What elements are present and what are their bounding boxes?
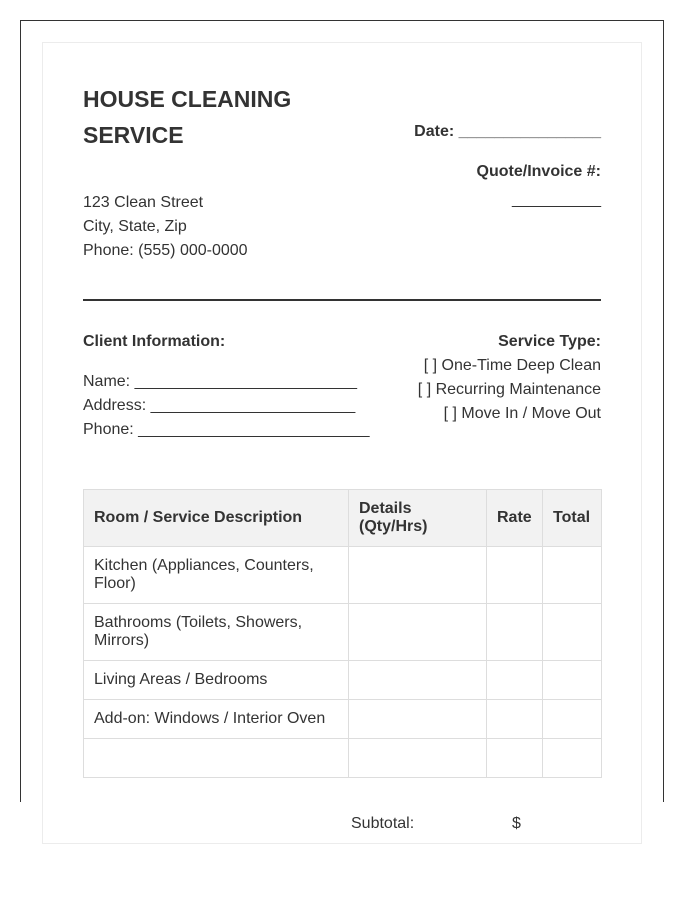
table-row [84,739,602,778]
company-city: City, State, Zip [83,218,187,235]
row-details [349,700,487,739]
table-row [84,700,602,739]
service-option-deep-clean: [ ] One-Time Deep Clean [423,357,601,374]
table-row [84,604,602,661]
invoice-page [42,42,642,844]
subtotal-value: $ [512,815,521,832]
date-field: Date: ________________ [414,123,601,140]
company-street: 123 Clean Street [83,194,204,211]
table-header-row [84,490,602,547]
table-row [84,547,602,604]
client-info-heading: Client Information: [83,333,226,350]
client-phone-field: Phone: __________________________ [83,421,370,438]
company-phone: Phone: (555) 000-0000 [83,242,248,259]
document-frame [20,20,664,832]
table-row [84,661,602,700]
client-address-field: Address: _______________________ [83,397,356,414]
row-rate [487,661,543,700]
quote-invoice-label: Quote/Invoice #: [476,163,601,180]
row-description: Kitchen (Appliances, Counters, Floor) [84,547,349,604]
header-details: Details (Qty/Hrs) [349,490,487,547]
row-description: Bathrooms (Toilets, Showers, Mirrors) [84,604,349,661]
row-details [349,547,487,604]
service-option-recurring: [ ] Recurring Maintenance [417,381,601,398]
row-total [543,700,602,739]
row-total [543,604,602,661]
quote-invoice-field: __________ [512,191,601,208]
service-option-move: [ ] Move In / Move Out [443,405,601,422]
row-description [84,739,349,778]
header-rate: Rate [487,490,543,547]
row-description: Add-on: Windows / Interior Oven [84,700,349,739]
subtotal-label: Subtotal: [351,815,415,832]
row-details [349,661,487,700]
row-details [349,604,487,661]
row-rate [487,604,543,661]
row-rate [487,547,543,604]
row-total [543,661,602,700]
company-name: HOUSE CLEANING SERVICE [83,86,292,148]
row-total [543,739,602,778]
service-type-heading: Service Type: [498,333,601,350]
services-table [83,489,602,778]
row-rate [487,700,543,739]
header-total: Total [543,490,602,547]
header-description: Room / Service Description [84,490,349,547]
row-description: Living Areas / Bedrooms [84,661,349,700]
row-total [543,547,602,604]
client-name-field: Name: _________________________ [83,373,358,390]
row-rate [487,739,543,778]
header-divider [83,299,601,301]
row-details [349,739,487,778]
